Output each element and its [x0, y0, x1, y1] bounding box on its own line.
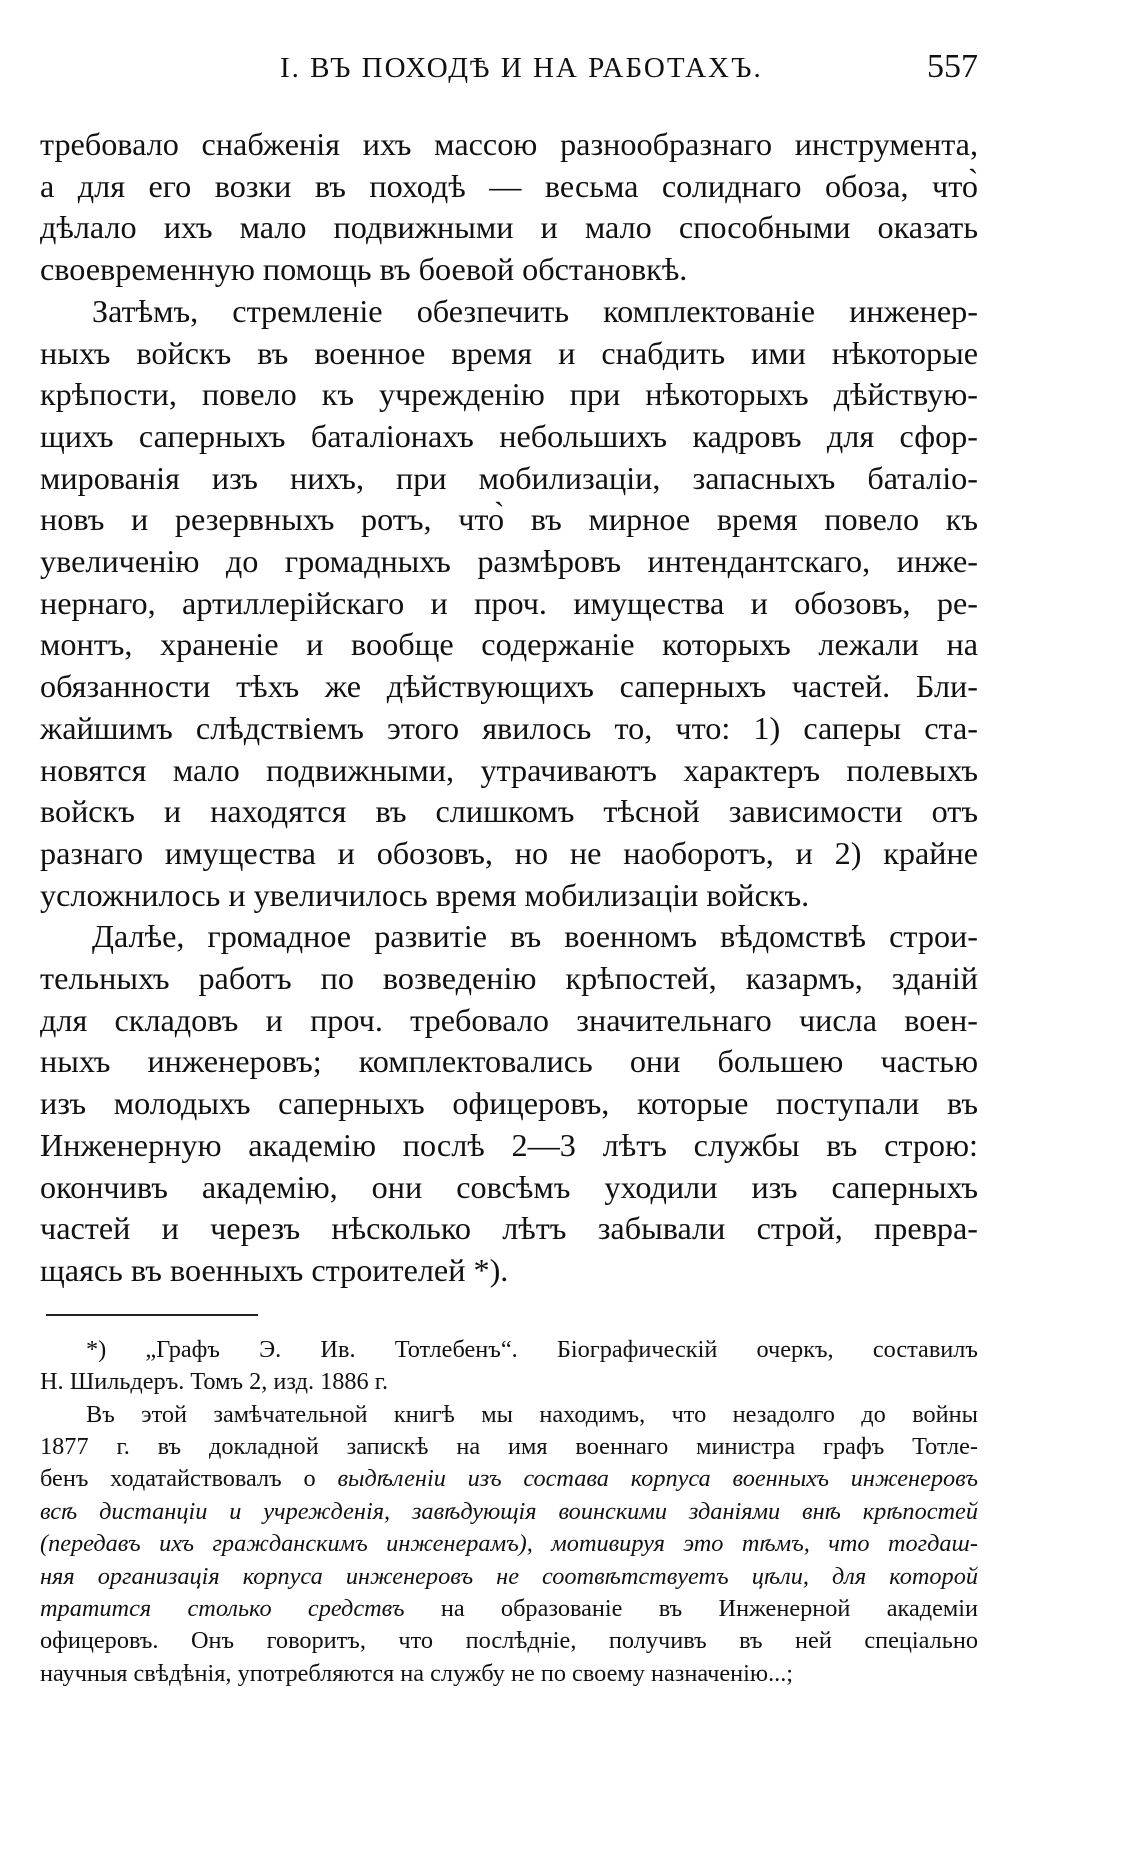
footnote-text: бенъ ходатайствовалъ о: [40, 1465, 338, 1493]
text-line: усложнилось и увеличилось время мобилизаціи войскъ.: [40, 876, 810, 913]
footnote-italic-text: тратится столько средствъ: [40, 1594, 405, 1622]
text-line: дѣлало ихъ мало подвижными и мало способными оказать: [40, 209, 978, 246]
text-line: мированія изъ нихъ, при мобилизаціи, запасныхъ баталіо-: [40, 459, 978, 496]
footnote-line: 1877 г. въ докладной запискѣ на имя военнаго министра графъ Тотле-: [40, 1432, 978, 1460]
footnote-line: Въ этой замѣчательной книгѣ мы находимъ, что незадолго до войны: [86, 1400, 978, 1428]
text-line: Затѣмъ, стремленіе обезпечить комплектованіе инженер-: [92, 292, 978, 329]
footnote-italic-line: всѣ дистанціи и учрежденія, завѣдующія воинскими зданіями внѣ крѣпостей: [40, 1497, 978, 1525]
text-line: обязанности тѣхъ же дѣйствующихъ саперныхъ частей. Бли-: [40, 668, 978, 705]
footnote-divider: [46, 1314, 258, 1316]
text-line: монтъ, храненіе и вообще содержаніе которыхъ лежали на: [40, 626, 978, 663]
text-line: крѣпости, повело къ учрежденію при нѣкоторыхъ дѣйствую-: [40, 376, 978, 413]
text-line: тельныхъ работъ по возведенію крѣпостей, казармъ, зданій: [40, 960, 978, 997]
footnotes: [40, 1334, 978, 1690]
footnote-2: [40, 1399, 978, 1691]
footnote-line: научныя свѣдѣнія, употребляются на службу не по своему назначенію...;: [40, 1659, 794, 1687]
footnote-italic-line: няя организація корпуса инженеровъ не соотвѣтствуетъ цѣли, для которой: [40, 1562, 978, 1590]
footnote-italic-line: (передавъ ихъ гражданскимъ инженерамъ), мотивируя это тѣмъ, что тогдаш-: [40, 1530, 978, 1558]
text-line: новятся мало подвижными, утрачиваютъ характеръ полевыхъ: [40, 751, 978, 788]
text-line: окончивъ академію, они совсѣмъ уходили изъ саперныхъ: [40, 1168, 978, 1205]
text-line: жайшимъ слѣдствіемъ этого явилось то, что: 1) саперы ста-: [40, 709, 978, 746]
text-line: ныхъ войскъ въ военное время и снабдить ими нѣкоторые: [40, 334, 978, 371]
running-head: [40, 0, 978, 88]
page-number: 557: [927, 48, 978, 85]
paragraph-2: [40, 291, 978, 917]
footnote-line: *) „Графъ Э. Ив. Тотлебенъ“. Біографическій очеркъ, составилъ: [86, 1335, 978, 1363]
text-line: своевременную помощь въ боевой обстановкѣ.: [40, 251, 688, 288]
text-line: нернаго, артиллерійскаго и проч. имущества и обозовъ, ре-: [40, 584, 978, 621]
text-line: Инженерную академію послѣ 2—3 лѣтъ службы въ строю:: [40, 1126, 978, 1163]
text-line: а для его возки въ походѣ — весьма солиднаго обоза, что̀: [40, 167, 978, 204]
paragraph-3: [40, 916, 978, 1291]
text-line: частей и черезъ нѣсколько лѣтъ забывали строй, превра-: [40, 1210, 978, 1247]
text-line: новъ и резервныхъ ротъ, что̀ въ мирное время повело къ: [40, 501, 978, 538]
text-line: щаясь въ военныхъ строителей *).: [40, 1251, 509, 1288]
chapter-title: I. ВЪ ПОХОДѢ И НА РАБОТАХЪ.: [280, 52, 763, 84]
footnote-line: офицеровъ. Онъ говоритъ, что послѣдніе, получивъ въ ней спеціально: [40, 1627, 978, 1655]
text-line: щихъ саперныхъ баталіонахъ небольшихъ кадровъ для сфор-: [40, 417, 978, 454]
footnote-line: [40, 1463, 978, 1495]
footnote-line: [40, 1593, 978, 1625]
footnote-1: [40, 1334, 978, 1399]
paragraph-1: [40, 124, 978, 291]
text-line: Далѣе, громадное развитіе въ военномъ вѣдомствѣ строи-: [92, 918, 978, 955]
text-line: требовало снабженія ихъ массою разнообразнаго инструмента,: [40, 126, 978, 162]
book-page: [40, 0, 978, 1690]
text-line: войскъ и находятся въ слишкомъ тѣсной зависимости отъ: [40, 793, 978, 830]
footnote-line: Н. Шильдеръ. Томъ 2, изд. 1886 г.: [40, 1368, 389, 1396]
footnote-text: на образованіе въ Инженерной академіи: [404, 1594, 979, 1622]
text-line: изъ молодыхъ саперныхъ офицеровъ, которые поступали въ: [40, 1085, 978, 1122]
text-line: увеличенію до громадныхъ размѣровъ интендантскаго, инже-: [40, 543, 978, 580]
main-text: [40, 124, 978, 1292]
footnote-italic-text: выдѣленіи изъ состава корпуса военныхъ инженеровъ: [337, 1465, 978, 1493]
text-line: ныхъ инженеровъ; комплектовались они большею частью: [40, 1043, 978, 1080]
text-line: разнаго имущества и обозовъ, но не наоборотъ, и 2) крайне: [40, 834, 978, 871]
text-line: для складовъ и проч. требовало значительнаго числа воен-: [40, 1001, 978, 1038]
